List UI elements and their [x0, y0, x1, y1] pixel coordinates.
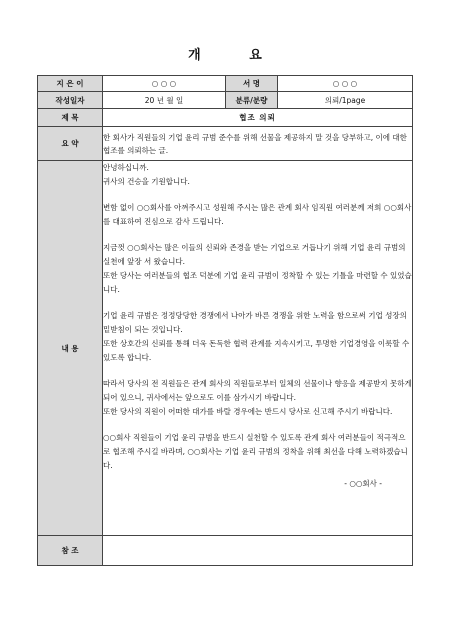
- paragraph-5: ○○회사 직원들이 기업 윤리 규범을 반드시 실천할 수 있도록 관계 회사 여러분들이 적극적으로 협조해 주시길 바라며, ○○회사는 기업 윤리 규범의 정착을 위해 최선을 다해 노력하겠습니다.: [103, 433, 408, 470]
- greeting: 안녕하십니까.: [103, 163, 149, 172]
- paragraph-2b: 또한 당사는 여러분들의 협조 덕분에 기업 윤리 규범이 정착할 수 있는 기틀을 마련할 수 있었습니다.: [103, 271, 412, 294]
- summary-value: 한 회사가 직원들의 기업 윤리 규범 준수를 위해 선물을 제공하지 말 것을 당부하고, 이에 대한 협조를 의뢰하는 글.: [103, 127, 413, 161]
- signature-label: 서 명: [226, 76, 278, 92]
- reference-row: [38, 536, 413, 566]
- author-row: [38, 76, 413, 92]
- greeting-2: 귀사의 건승을 기원합니다.: [103, 177, 190, 186]
- paragraph-3b: 또한 상호간의 신뢰를 통해 더욱 돈독한 협력 관계를 지속시키고, 투명한 기업경영을 이룩할 수 있도록 합니다.: [103, 339, 410, 362]
- content-label: 내 용: [38, 161, 103, 536]
- author-label: 지 은 이: [38, 76, 103, 92]
- date-value: 20 년 월 일: [103, 92, 226, 109]
- date-row: [38, 92, 413, 109]
- paragraph-3a: 기업 윤리 규범은 정정당당한 경쟁에서 나아가 바른 경쟁을 위한 노력을 함으로써 기업 성장의 밑받침이 되는 것입니다.: [103, 311, 407, 334]
- author-value: ○ ○ ○: [103, 76, 226, 92]
- content-body: [103, 161, 413, 536]
- subject-label: 제 목: [38, 109, 103, 127]
- subject-row: [38, 109, 413, 127]
- company-sign: - ○○회사 -: [344, 479, 382, 488]
- paragraph-2a: 지금껏 ○○회사는 많은 이들의 신뢰와 존경을 받는 기업으로 거듭나기 위해 기업 윤리 규범의 실천에 앞장 서 왔습니다.: [103, 243, 406, 266]
- paragraph-4b: 또한 당사의 직원이 어떠한 대가를 바랄 경우에는 반드시 당사로 신고해 주시기 바랍니다.: [103, 407, 393, 416]
- reference-label: 참 조: [38, 536, 103, 566]
- reference-value: [103, 536, 413, 566]
- subject-value: 협조 의뢰: [103, 109, 413, 127]
- overview-table: [37, 75, 413, 566]
- document-title: 개 요: [188, 48, 284, 63]
- signature-value: ○ ○ ○: [278, 76, 413, 92]
- paragraph-4a: 따라서 당사의 전 직원들은 관계 회사의 직원들로부터 일체의 선물이나 향응을 제공받지 못하게 되어 있으니, 귀사에서는 앞으로도 이를 삼가시기 바랍니다.: [103, 379, 412, 402]
- date-label: 작성일자: [38, 92, 103, 109]
- category-value: 의뢰/1page: [278, 92, 413, 109]
- summary-label: 요 약: [38, 127, 103, 161]
- paragraph-1: 변함 없이 ○○회사를 아껴주시고 성원해 주시는 많은 관계 회사 임직원 여러분께 저희 ○○회사를 대표하여 진심으로 감사 드립니다.: [103, 203, 412, 226]
- category-label: 분류/분량: [226, 92, 278, 109]
- summary-row: [38, 127, 413, 161]
- content-row: [38, 161, 413, 536]
